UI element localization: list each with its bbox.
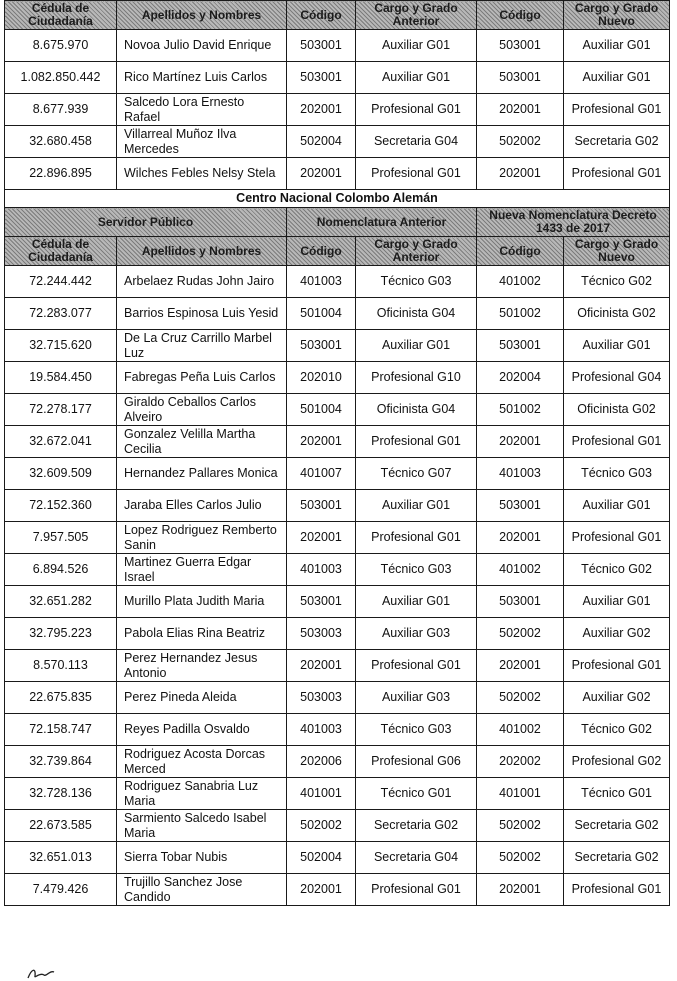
nombre-cell: Hernandez Pallares Monica <box>117 458 287 490</box>
table-row <box>5 30 670 62</box>
cargo-anterior-cell: Auxiliar G01 <box>356 490 477 522</box>
header-codigo-anterior: Código <box>287 1 356 30</box>
cedula-cell: 22.675.835 <box>5 682 117 714</box>
cargo-anterior-cell: Profesional G06 <box>356 746 477 778</box>
cedula-cell: 32.795.223 <box>5 618 117 650</box>
nombre-cell: Rodriguez Acosta Dorcas Merced <box>117 746 287 778</box>
table-row <box>5 426 670 458</box>
table-row <box>5 650 670 682</box>
nombre-cell: Sierra Tobar Nubis <box>117 842 287 874</box>
codigo-anterior-cell: 503001 <box>287 586 356 618</box>
cargo-anterior-cell: Auxiliar G03 <box>356 618 477 650</box>
codigo-anterior-cell: 401003 <box>287 554 356 586</box>
column-header-row <box>5 237 670 266</box>
cargo-nuevo-cell: Profesional G01 <box>564 426 670 458</box>
table-row <box>5 62 670 94</box>
nombre-cell: Jaraba Elles Carlos Julio <box>117 490 287 522</box>
codigo-nuevo-cell: 503001 <box>477 330 564 362</box>
codigo-nuevo-cell: 501002 <box>477 298 564 330</box>
codigo-anterior-cell: 401007 <box>287 458 356 490</box>
cedula-cell: 32.609.509 <box>5 458 117 490</box>
table-row <box>5 394 670 426</box>
cargo-nuevo-cell: Oficinista G02 <box>564 394 670 426</box>
nombre-cell: Fabregas Peña Luis Carlos <box>117 362 287 394</box>
codigo-anterior-cell: 202001 <box>287 650 356 682</box>
codigo-anterior-cell: 401003 <box>287 714 356 746</box>
cedula-cell: 32.715.620 <box>5 330 117 362</box>
nombre-cell: Murillo Plata Judith Maria <box>117 586 287 618</box>
codigo-anterior-cell: 202001 <box>287 426 356 458</box>
cedula-cell: 1.082.850.442 <box>5 62 117 94</box>
cedula-cell: 72.283.077 <box>5 298 117 330</box>
cargo-nuevo-cell: Profesional G01 <box>564 158 670 190</box>
header-cargo-nuevo: Cargo y Grado Nuevo <box>564 1 670 30</box>
nombre-cell: Salcedo Lora Ernesto Rafael <box>117 94 287 126</box>
table-row <box>5 158 670 190</box>
table-row <box>5 746 670 778</box>
codigo-nuevo-cell: 502002 <box>477 126 564 158</box>
nombre-cell: Reyes Padilla Osvaldo <box>117 714 287 746</box>
cargo-anterior-cell: Profesional G01 <box>356 426 477 458</box>
table-row <box>5 810 670 842</box>
personnel-table-body <box>5 1 670 906</box>
codigo-anterior-cell: 503001 <box>287 62 356 94</box>
table-row <box>5 682 670 714</box>
table-row <box>5 362 670 394</box>
cargo-nuevo-cell: Auxiliar G01 <box>564 330 670 362</box>
nombre-cell: Arbelaez Rudas John Jairo <box>117 266 287 298</box>
cedula-cell: 8.677.939 <box>5 94 117 126</box>
header-cedula: Cédula de Ciudadanía <box>5 237 117 266</box>
codigo-nuevo-cell: 502002 <box>477 682 564 714</box>
cargo-anterior-cell: Auxiliar G03 <box>356 682 477 714</box>
codigo-nuevo-cell: 501002 <box>477 394 564 426</box>
cedula-cell: 19.584.450 <box>5 362 117 394</box>
cedula-cell: 72.244.442 <box>5 266 117 298</box>
codigo-anterior-cell: 202006 <box>287 746 356 778</box>
codigo-anterior-cell: 202001 <box>287 158 356 190</box>
header-cargo-anterior: Cargo y Grado Anterior <box>356 1 477 30</box>
cargo-nuevo-cell: Auxiliar G01 <box>564 30 670 62</box>
codigo-nuevo-cell: 202002 <box>477 746 564 778</box>
nombre-cell: Wilches Febles Nelsy Stela <box>117 158 287 190</box>
codigo-anterior-cell: 202001 <box>287 94 356 126</box>
nombre-cell: Novoa Julio David Enrique <box>117 30 287 62</box>
cargo-anterior-cell: Técnico G07 <box>356 458 477 490</box>
nombre-cell: Martinez Guerra Edgar Israel <box>117 554 287 586</box>
cargo-anterior-cell: Técnico G03 <box>356 714 477 746</box>
cargo-nuevo-cell: Técnico G02 <box>564 714 670 746</box>
cargo-anterior-cell: Profesional G01 <box>356 158 477 190</box>
header-nombres: Apellidos y Nombres <box>117 237 287 266</box>
codigo-anterior-cell: 503003 <box>287 682 356 714</box>
cedula-cell: 8.570.113 <box>5 650 117 682</box>
cargo-anterior-cell: Oficinista G04 <box>356 394 477 426</box>
header-cargo-nuevo: Cargo y Grado Nuevo <box>564 237 670 266</box>
table-row <box>5 126 670 158</box>
codigo-anterior-cell: 503003 <box>287 618 356 650</box>
codigo-anterior-cell: 503001 <box>287 490 356 522</box>
codigo-anterior-cell: 502002 <box>287 810 356 842</box>
nombre-cell: Villarreal Muñoz Ilva Mercedes <box>117 126 287 158</box>
cedula-cell: 72.278.177 <box>5 394 117 426</box>
table-row <box>5 266 670 298</box>
cedula-cell: 72.152.360 <box>5 490 117 522</box>
nombre-cell: Rico Martínez Luis Carlos <box>117 62 287 94</box>
cargo-anterior-cell: Técnico G03 <box>356 266 477 298</box>
codigo-anterior-cell: 401003 <box>287 266 356 298</box>
codigo-nuevo-cell: 503001 <box>477 586 564 618</box>
codigo-nuevo-cell: 401002 <box>477 714 564 746</box>
nombre-cell: Lopez Rodriguez Remberto Sanin <box>117 522 287 554</box>
cargo-nuevo-cell: Oficinista G02 <box>564 298 670 330</box>
cedula-cell: 32.680.458 <box>5 126 117 158</box>
cargo-anterior-cell: Secretaria G04 <box>356 842 477 874</box>
cargo-nuevo-cell: Secretaria G02 <box>564 126 670 158</box>
header-nombres: Apellidos y Nombres <box>117 1 287 30</box>
cargo-anterior-cell: Auxiliar G01 <box>356 62 477 94</box>
table-row <box>5 778 670 810</box>
codigo-anterior-cell: 502004 <box>287 126 356 158</box>
table-row <box>5 522 670 554</box>
cedula-cell: 7.957.505 <box>5 522 117 554</box>
section-title: Centro Nacional Colombo Alemán <box>5 190 670 208</box>
header-cargo-anterior: Cargo y Grado Anterior <box>356 237 477 266</box>
cargo-nuevo-cell: Técnico G02 <box>564 266 670 298</box>
cedula-cell: 32.672.041 <box>5 426 117 458</box>
group-header-row <box>5 208 670 237</box>
cedula-cell: 32.651.282 <box>5 586 117 618</box>
cargo-nuevo-cell: Profesional G01 <box>564 94 670 126</box>
cargo-anterior-cell: Profesional G01 <box>356 94 477 126</box>
cedula-cell: 22.896.895 <box>5 158 117 190</box>
cargo-anterior-cell: Auxiliar G01 <box>356 330 477 362</box>
cargo-nuevo-cell: Técnico G01 <box>564 778 670 810</box>
table-row <box>5 618 670 650</box>
cargo-nuevo-cell: Profesional G02 <box>564 746 670 778</box>
cargo-anterior-cell: Auxiliar G01 <box>356 30 477 62</box>
codigo-nuevo-cell: 503001 <box>477 30 564 62</box>
cedula-cell: 6.894.526 <box>5 554 117 586</box>
cargo-nuevo-cell: Profesional G01 <box>564 874 670 906</box>
codigo-anterior-cell: 202010 <box>287 362 356 394</box>
table-row <box>5 330 670 362</box>
signature-mark <box>26 966 56 980</box>
codigo-nuevo-cell: 202001 <box>477 94 564 126</box>
cargo-nuevo-cell: Profesional G04 <box>564 362 670 394</box>
codigo-nuevo-cell: 502002 <box>477 810 564 842</box>
cargo-nuevo-cell: Profesional G01 <box>564 650 670 682</box>
nombre-cell: Giraldo Ceballos Carlos Alveiro <box>117 394 287 426</box>
codigo-anterior-cell: 503001 <box>287 330 356 362</box>
table-row <box>5 842 670 874</box>
table-row <box>5 298 670 330</box>
codigo-nuevo-cell: 202001 <box>477 426 564 458</box>
cargo-anterior-cell: Profesional G01 <box>356 874 477 906</box>
cargo-nuevo-cell: Secretaria G02 <box>564 842 670 874</box>
codigo-anterior-cell: 401001 <box>287 778 356 810</box>
cargo-nuevo-cell: Técnico G02 <box>564 554 670 586</box>
codigo-anterior-cell: 202001 <box>287 874 356 906</box>
cargo-nuevo-cell: Auxiliar G01 <box>564 586 670 618</box>
codigo-anterior-cell: 503001 <box>287 30 356 62</box>
table-row <box>5 554 670 586</box>
header-codigo-anterior: Código <box>287 237 356 266</box>
codigo-nuevo-cell: 202001 <box>477 874 564 906</box>
codigo-anterior-cell: 501004 <box>287 298 356 330</box>
cargo-nuevo-cell: Profesional G01 <box>564 522 670 554</box>
nombre-cell: Perez Hernandez Jesus Antonio <box>117 650 287 682</box>
header-codigo-nuevo: Código <box>477 237 564 266</box>
nombre-cell: Gonzalez Velilla Martha Cecilia <box>117 426 287 458</box>
cedula-cell: 32.728.136 <box>5 778 117 810</box>
codigo-nuevo-cell: 401002 <box>477 554 564 586</box>
nombre-cell: Barrios Espinosa Luis Yesid <box>117 298 287 330</box>
group-header-nomenclatura-anterior: Nomenclatura Anterior <box>287 208 477 237</box>
cargo-anterior-cell: Técnico G01 <box>356 778 477 810</box>
cargo-nuevo-cell: Auxiliar G02 <box>564 618 670 650</box>
cargo-anterior-cell: Profesional G01 <box>356 650 477 682</box>
cargo-anterior-cell: Técnico G03 <box>356 554 477 586</box>
header-cedula: Cédula de Ciudadanía <box>5 1 117 30</box>
cargo-nuevo-cell: Auxiliar G01 <box>564 62 670 94</box>
codigo-nuevo-cell: 401002 <box>477 266 564 298</box>
document-page <box>4 0 669 906</box>
cargo-nuevo-cell: Auxiliar G01 <box>564 490 670 522</box>
nombre-cell: Sarmiento Salcedo Isabel Maria <box>117 810 287 842</box>
codigo-nuevo-cell: 202004 <box>477 362 564 394</box>
codigo-nuevo-cell: 202001 <box>477 522 564 554</box>
nombre-cell: De La Cruz Carrillo Marbel Luz <box>117 330 287 362</box>
cedula-cell: 32.651.013 <box>5 842 117 874</box>
cedula-cell: 22.673.585 <box>5 810 117 842</box>
nombre-cell: Rodriguez Sanabria Luz Maria <box>117 778 287 810</box>
header-codigo-nuevo: Código <box>477 1 564 30</box>
cargo-anterior-cell: Secretaria G04 <box>356 126 477 158</box>
column-header-row <box>5 1 670 30</box>
codigo-nuevo-cell: 202001 <box>477 158 564 190</box>
table-row <box>5 586 670 618</box>
codigo-nuevo-cell: 502002 <box>477 842 564 874</box>
codigo-anterior-cell: 501004 <box>287 394 356 426</box>
cargo-nuevo-cell: Técnico G03 <box>564 458 670 490</box>
codigo-nuevo-cell: 401003 <box>477 458 564 490</box>
cedula-cell: 8.675.970 <box>5 30 117 62</box>
table-row <box>5 94 670 126</box>
cargo-nuevo-cell: Auxiliar G02 <box>564 682 670 714</box>
table-row <box>5 714 670 746</box>
table-row <box>5 490 670 522</box>
cargo-nuevo-cell: Secretaria G02 <box>564 810 670 842</box>
cargo-anterior-cell: Auxiliar G01 <box>356 586 477 618</box>
cargo-anterior-cell: Profesional G10 <box>356 362 477 394</box>
codigo-nuevo-cell: 503001 <box>477 490 564 522</box>
codigo-anterior-cell: 202001 <box>287 522 356 554</box>
cargo-anterior-cell: Profesional G01 <box>356 522 477 554</box>
codigo-nuevo-cell: 502002 <box>477 618 564 650</box>
table-row <box>5 874 670 906</box>
codigo-nuevo-cell: 401001 <box>477 778 564 810</box>
cedula-cell: 7.479.426 <box>5 874 117 906</box>
cargo-anterior-cell: Secretaria G02 <box>356 810 477 842</box>
cedula-cell: 72.158.747 <box>5 714 117 746</box>
personnel-table <box>4 0 670 906</box>
nombre-cell: Trujillo Sanchez Jose Candido <box>117 874 287 906</box>
codigo-anterior-cell: 502004 <box>287 842 356 874</box>
cedula-cell: 32.739.864 <box>5 746 117 778</box>
codigo-nuevo-cell: 503001 <box>477 62 564 94</box>
nombre-cell: Pabola Elias Rina Beatriz <box>117 618 287 650</box>
group-header-servidor: Servidor Público <box>5 208 287 237</box>
group-header-nueva-nomenclatura: Nueva Nomenclatura Decreto 1433 de 2017 <box>477 208 670 237</box>
table-row <box>5 458 670 490</box>
codigo-nuevo-cell: 202001 <box>477 650 564 682</box>
section-row <box>5 190 670 208</box>
cargo-anterior-cell: Oficinista G04 <box>356 298 477 330</box>
nombre-cell: Perez Pineda Aleida <box>117 682 287 714</box>
